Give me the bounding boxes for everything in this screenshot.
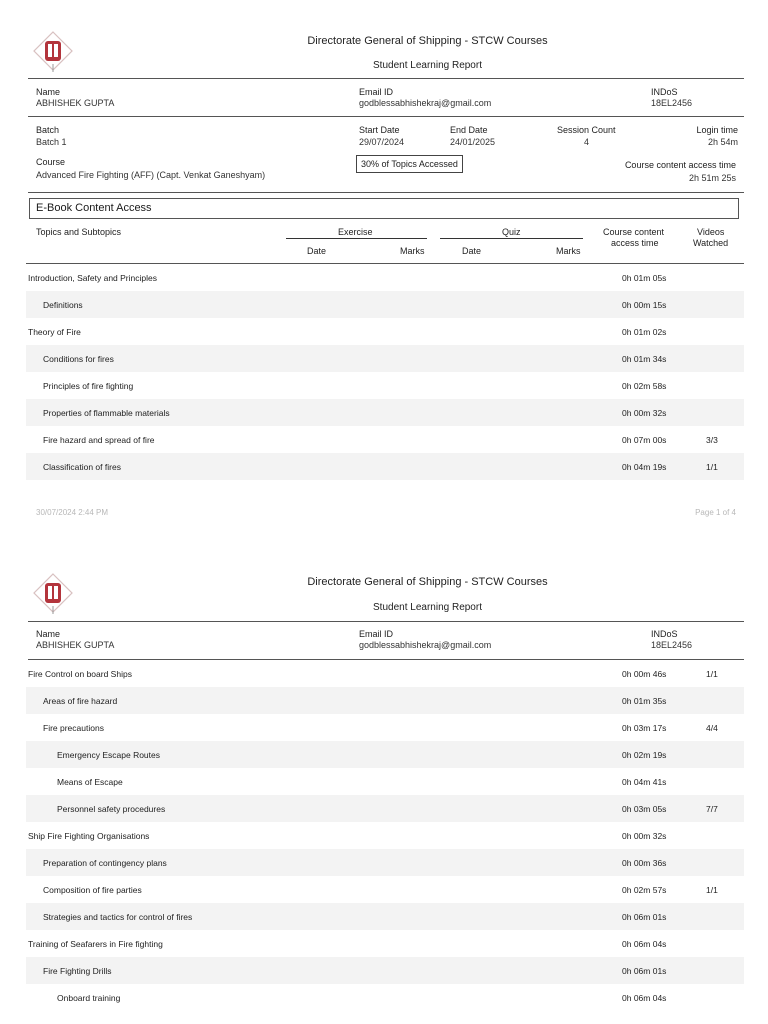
indos-label: INDoS — [651, 87, 678, 97]
access-time: 0h 04m 19s — [622, 462, 667, 472]
topic-name: Introduction, Safety and Principles — [28, 273, 157, 283]
table-row — [26, 795, 744, 822]
report-subtitle: Student Learning Report — [373, 60, 482, 71]
col-quiz: Quiz — [502, 227, 521, 237]
topic-name: Personnel safety procedures — [57, 804, 166, 814]
table-row — [26, 930, 744, 957]
col-exercise-date: Date — [307, 246, 327, 256]
col-videos: Videos — [697, 227, 725, 237]
ebook-section-title: E-Book Content Access — [29, 198, 739, 219]
login-time-value: 2h 54m — [707, 137, 738, 147]
col-access-time: Course content — [603, 227, 665, 237]
access-time: 0h 03m 17s — [622, 723, 667, 733]
report-title: Directorate General of Shipping - STCW Courses — [307, 576, 548, 588]
access-time: 0h 00m 15s — [622, 300, 667, 310]
col-exercise: Exercise — [338, 227, 373, 237]
table-row — [26, 291, 744, 318]
table-row — [26, 822, 744, 849]
videos-watched: 7/7 — [706, 804, 718, 814]
videos-watched: 1/1 — [706, 462, 718, 472]
student-indos: 18EL2456 — [651, 640, 693, 650]
topic-name: Means of Escape — [57, 777, 123, 787]
access-time: 0h 00m 46s — [622, 669, 667, 679]
table-row — [26, 345, 744, 372]
topic-name: Definitions — [43, 300, 83, 310]
access-time: 0h 07m 00s — [622, 435, 667, 445]
topic-name: Theory of Fire — [28, 327, 81, 337]
login-time-label: Login time — [696, 125, 738, 135]
topic-name: Conditions for fires — [43, 354, 114, 364]
table-row — [26, 318, 744, 345]
email-label: Email ID — [359, 87, 394, 97]
email-label: Email ID — [359, 629, 394, 639]
access-time: 0h 02m 19s — [622, 750, 667, 760]
topic-name: Composition of fire parties — [43, 885, 142, 895]
col-exercise-marks: Marks — [400, 246, 425, 256]
divider — [28, 192, 744, 193]
content-access-label: Course content access time — [624, 160, 736, 170]
col-topics: Topics and Subtopics — [36, 227, 122, 237]
videos-watched: 1/1 — [706, 669, 718, 679]
access-time: 0h 06m 01s — [622, 966, 667, 976]
course-label: Course — [36, 157, 66, 167]
topic-name: Classification of fires — [43, 462, 121, 472]
table-row — [26, 876, 744, 903]
divider — [28, 621, 744, 622]
table-row — [26, 687, 744, 714]
access-time: 0h 01m 05s — [622, 273, 667, 283]
topic-name: Training of Seafarers in Fire fighting — [28, 939, 163, 949]
table-row — [26, 426, 744, 453]
divider — [28, 78, 744, 79]
start-date-value: 29/07/2024 — [359, 137, 405, 147]
session-count-value: 4 — [584, 137, 590, 147]
table-row — [26, 903, 744, 930]
topic-name: Preparation of contingency plans — [43, 858, 167, 868]
student-indos: 18EL2456 — [651, 98, 693, 108]
table-row — [26, 714, 744, 741]
exercise-underline — [286, 238, 427, 239]
start-date-label: Start Date — [359, 125, 400, 135]
access-time: 0h 01m 34s — [622, 354, 667, 364]
access-time: 0h 06m 04s — [622, 993, 667, 1003]
access-time: 0h 00m 32s — [622, 831, 667, 841]
table-row — [26, 957, 744, 984]
topic-name: Properties of flammable materials — [43, 408, 170, 418]
table-row — [26, 264, 744, 291]
topic-name: Fire hazard and spread of fire — [43, 435, 155, 445]
topic-name: Fire precautions — [43, 723, 104, 733]
report-page-2 — [0, 560, 768, 1024]
access-time: 0h 06m 01s — [622, 912, 667, 922]
table-row — [26, 741, 744, 768]
student-email: godblessabhishekraj@gmail.com — [359, 98, 492, 108]
batch-label: Batch — [36, 125, 60, 135]
table-row — [26, 399, 744, 426]
name-label: Name — [36, 87, 61, 97]
student-name: ABHISHEK GUPTA — [36, 98, 115, 108]
table-row — [26, 849, 744, 876]
videos-watched: 3/3 — [706, 435, 718, 445]
topic-name: Onboard training — [57, 993, 121, 1003]
table-row — [26, 984, 744, 1011]
access-time: 0h 04m 41s — [622, 777, 667, 787]
table-row — [26, 372, 744, 399]
topic-name: Strategies and tactics for control of fires — [43, 912, 193, 922]
topic-name: Areas of fire hazard — [43, 696, 118, 706]
access-time: 0h 06m 04s — [622, 939, 667, 949]
session-count-label: Session Count — [557, 125, 616, 135]
access-time: 0h 00m 36s — [622, 858, 667, 868]
topic-name: Emergency Escape Routes — [57, 750, 160, 760]
name-label: Name — [36, 629, 61, 639]
access-time: 0h 03m 05s — [622, 804, 667, 814]
end-date-label: End Date — [450, 125, 488, 135]
topic-name: Principles of fire fighting — [43, 381, 134, 391]
report-subtitle: Student Learning Report — [373, 602, 482, 613]
course-value: Advanced Fire Fighting (AFF) (Capt. Venkat Ganeshyam) — [36, 170, 266, 180]
indos-label: INDoS — [651, 629, 678, 639]
batch-value: Batch 1 — [36, 137, 67, 147]
page-number: Page 1 of 4 — [695, 508, 736, 517]
videos-watched: 4/4 — [706, 723, 718, 733]
print-timestamp: 30/07/2024 2:44 PM — [36, 508, 109, 517]
col-quiz-date: Date — [462, 246, 482, 256]
table-row — [26, 453, 744, 480]
table-row — [26, 768, 744, 795]
report-title: Directorate General of Shipping - STCW Courses — [307, 35, 548, 47]
access-time: 0h 02m 57s — [622, 885, 667, 895]
table-row — [26, 660, 744, 687]
student-email: godblessabhishekraj@gmail.com — [359, 640, 492, 650]
access-time: 0h 00m 32s — [622, 408, 667, 418]
col-videos-2: Watched — [693, 238, 729, 248]
student-name: ABHISHEK GUPTA — [36, 640, 115, 650]
content-access-value: 2h 51m 25s — [688, 173, 736, 183]
access-time: 0h 02m 58s — [622, 381, 667, 391]
access-time: 0h 01m 02s — [622, 327, 667, 337]
end-date-value: 24/01/2025 — [450, 137, 496, 147]
col-quiz-marks: Marks — [556, 246, 581, 256]
access-time: 0h 01m 35s — [622, 696, 667, 706]
topic-name: Fire Fighting Drills — [43, 966, 112, 976]
topic-name: Ship Fire Fighting Organisations — [28, 831, 150, 841]
topics-accessed-badge: 30% of Topics Accessed — [356, 155, 463, 173]
divider — [28, 116, 744, 117]
quiz-underline — [440, 238, 583, 239]
topic-name: Fire Control on board Ships — [28, 669, 132, 679]
videos-watched: 1/1 — [706, 885, 718, 895]
col-access-time-2: access time — [611, 238, 659, 248]
